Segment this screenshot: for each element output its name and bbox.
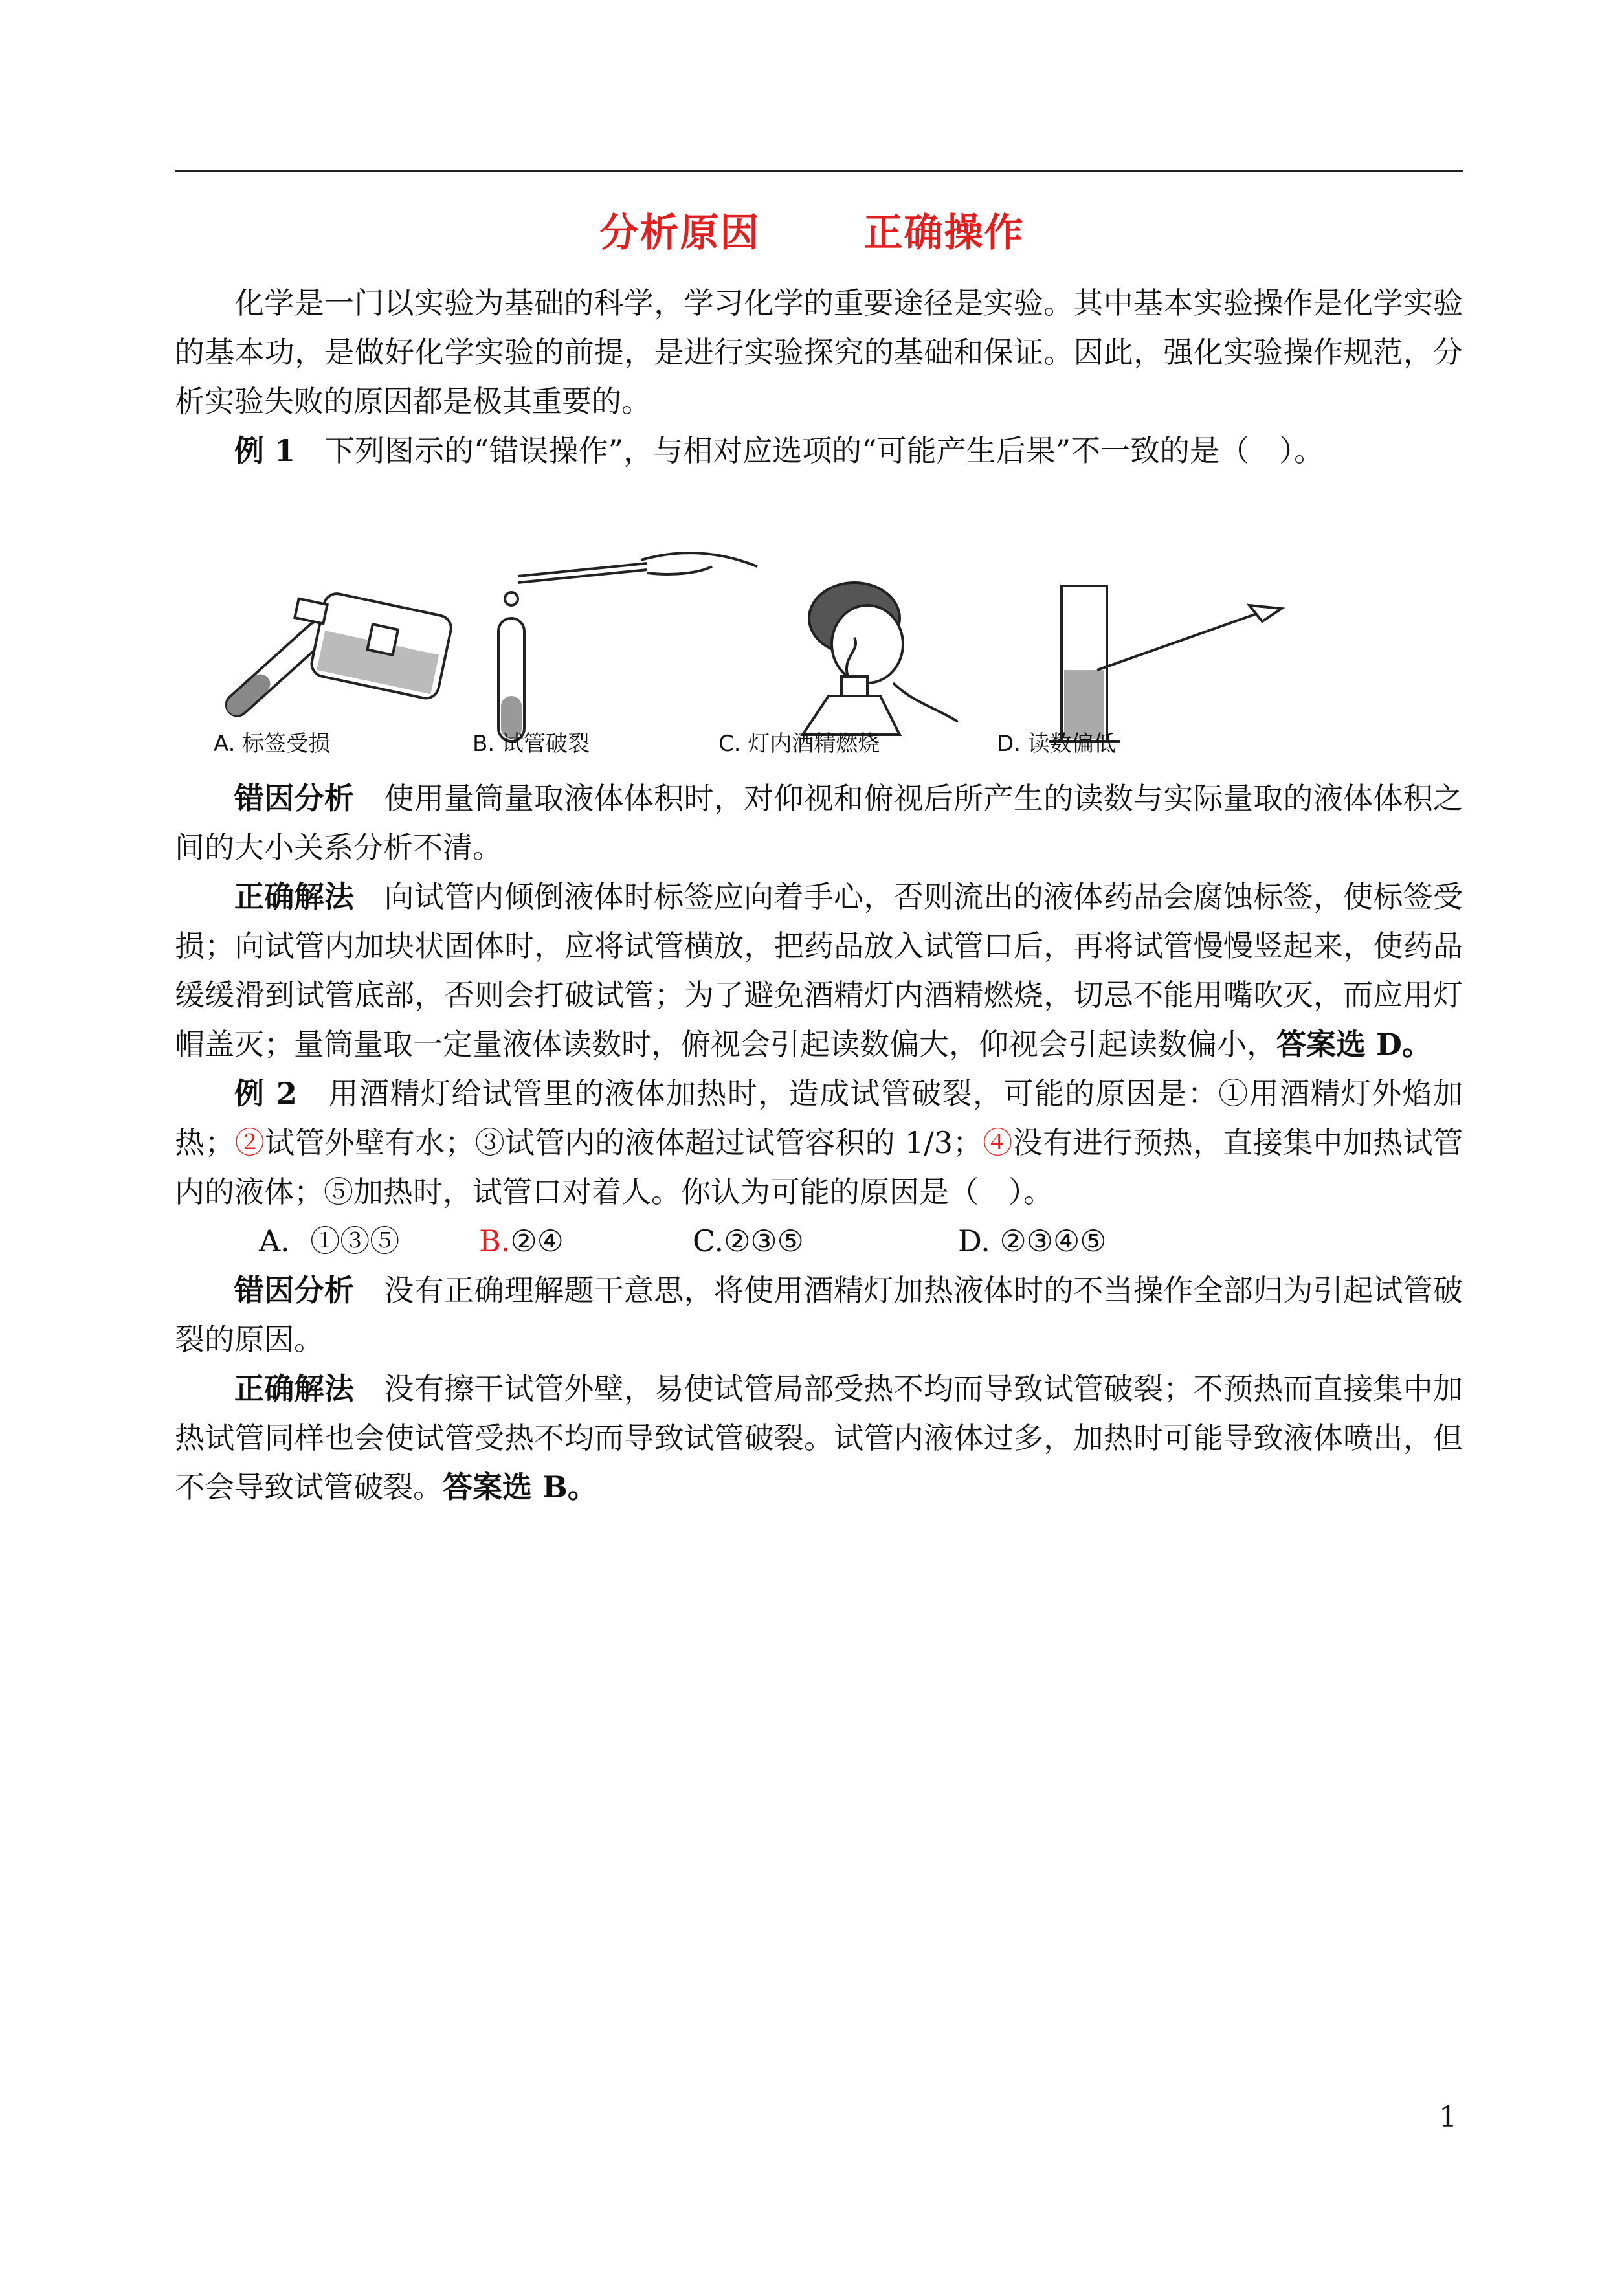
ex2-mark-4: ④: [983, 1125, 1013, 1160]
experiment-figure: [194, 547, 1295, 757]
option-b-text: ②④: [510, 1224, 564, 1258]
ex2-text-part2: 试管外壁有水；③试管内的液体超过试管容积的 1/3；: [265, 1125, 983, 1160]
solution-label-2: 正确解法: [234, 1371, 355, 1406]
page-title: [0, 202, 1624, 258]
example-1-text: 下列图示的“错误操作”，与相对应选项的“可能产生后果”不一致的是（ ）。: [325, 433, 1324, 468]
answer-1: 答案选 D。: [1276, 1027, 1432, 1062]
page-number: 1: [1439, 2101, 1457, 2134]
answer-2: 答案选 B。: [443, 1470, 597, 1504]
example-2-solution: [175, 1364, 1463, 1512]
example-1-label: 例 1: [234, 433, 296, 468]
solution-label-1: 正确解法: [234, 879, 355, 914]
figure-c-lamp: [803, 583, 958, 735]
ex2-mark-2: ②: [234, 1125, 265, 1160]
figure-b-solid: [498, 553, 757, 741]
ex2-text-part1: 用酒精灯给试管里的液体加热时，造成试管破裂，可能的原因是：①用酒精灯外焰加热；: [175, 1076, 1463, 1160]
title-right: 正确操作: [863, 210, 1025, 256]
option-a: [259, 1216, 479, 1266]
intro-paragraph: 化学是一门以实验为基础的科学，学习化学的重要途径是实验。其中基本实验操作是化学实验的基本功，是做好化学实验的前提，是进行实验探究的基础和保证。因此，强化实验操作规范，分析实验失败的原因都是极其重要的。: [175, 285, 1463, 419]
title-left: 分析原因: [599, 210, 761, 256]
experiment-illustrations: [194, 547, 1295, 757]
header-rule: [175, 170, 1463, 172]
caption-d: D. 读数偏低: [997, 731, 1116, 757]
error-label-2: 错因分析: [234, 1273, 355, 1308]
example-1-solution: [175, 872, 1463, 1069]
option-b: [479, 1216, 693, 1266]
text-block-2: [175, 774, 1463, 1512]
example-2-question: [175, 1069, 1463, 1216]
option-d-letter: D.: [958, 1224, 990, 1258]
option-a-letter: A．: [259, 1224, 311, 1258]
figure-a-pouring: [222, 586, 454, 720]
error-text-2: 没有正确理解题干意思，将使用酒精灯加热液体时的不当操作全部归为引起试管破裂的原因。: [175, 1273, 1463, 1357]
option-d-text: ②③④⑤: [990, 1224, 1107, 1258]
solution-text-2: 没有擦干试管外壁，易使试管局部受热不均而导致试管破裂；不预热而直接集中加热试管同样也会使试管受热不均而导致试管破裂。试管内液体过多，加热时可能导致液体喷出，但不会导致试管破裂。: [175, 1371, 1463, 1504]
option-d: [958, 1216, 1106, 1266]
ex2-text-part3: 没有进行预热，直接集中加热试管内的液体；⑤加热时，试管口对着人。你认为可能的原因是（ ）。: [175, 1125, 1463, 1209]
example-2-error-analysis: [175, 1266, 1463, 1364]
example-1-question: [175, 426, 1463, 475]
example-1-error-analysis: [175, 774, 1463, 872]
caption-b: B. 试管破裂: [473, 731, 590, 757]
caption-a: A. 标签受损: [214, 731, 331, 757]
example-2-options: [175, 1216, 1463, 1266]
option-c: [693, 1216, 958, 1266]
example-2-label: 例 2: [234, 1076, 297, 1111]
text-block-1: [175, 278, 1463, 475]
figure-d-cylinder: [1049, 586, 1282, 741]
error-label-1: 错因分析: [234, 781, 355, 816]
option-a-text: ①③⑤: [310, 1224, 400, 1258]
option-b-letter: B.: [479, 1224, 511, 1258]
caption-c: C. 灯内酒精燃烧: [718, 731, 880, 757]
option-c-letter: C.: [693, 1224, 724, 1258]
error-text-1: 使用量筒量取液体体积时，对仰视和俯视后所产生的读数与实际量取的液体体积之间的大小关系分析不清。: [175, 781, 1463, 865]
solution-text-1: 向试管内倾倒液体时标签应向着手心，否则流出的液体药品会腐蚀标签，使标签受损；向试管内加块状固体时，应将试管横放，把药品放入试管口后，再将试管慢慢竖起来，使药品缓缓滑到试管底部，否则会打破试管；为了避免酒精灯内酒精燃烧，切忌不能用嘴吹灭，而应用灯帽盖灭；量筒量取一定量液体读数时，俯视会引起读数偏大，仰视会引起读数偏小，: [175, 879, 1463, 1062]
option-c-text: ②③⑤: [724, 1224, 804, 1258]
